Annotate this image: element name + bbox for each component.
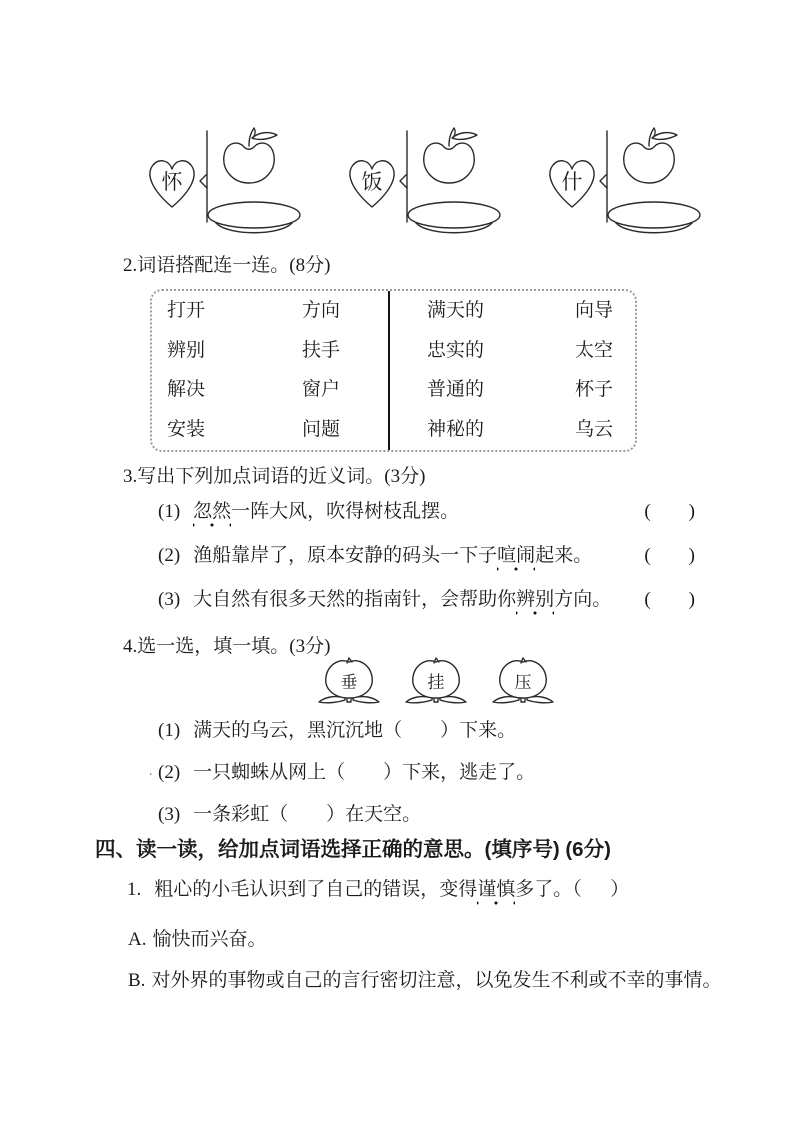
emphasized-word: 谨慎 [477,879,515,906]
synonym-item [158,498,695,526]
answer-blank: ( ) [644,545,695,566]
option-label: B. [128,970,146,991]
match-word: 方向 [302,299,341,321]
question-3-items [158,498,695,630]
sentence-pre: 渔船靠岸了，原本安静的码头一下子 [193,545,498,566]
item-number: (3) [158,589,181,610]
heart-apple-plate-figure [145,126,303,244]
plate-icon [608,202,700,233]
heart-apple-plate-figure [345,126,503,244]
emphasized-word: 喧闹 [497,545,535,572]
sentence-text: 一只蜘蛛从网上（ ）下来，逃走了。 [193,762,536,783]
apple-icon [424,128,477,183]
question-4-heading: 4.选一选，填一填。(3分) [123,636,331,657]
apple-icon [224,128,277,183]
sentence [158,759,535,787]
match-word: 打开 [167,299,206,321]
sentence-post: 多了。 [515,879,573,900]
question-4-items [158,717,718,843]
section-4-heading: 四、读一读，给加点词语选择正确的意思。(填序号) (6分) [95,838,611,861]
option-text: 对外界的事物或自己的言行密切注意，以免发生不利或不幸的事情。 [151,970,722,991]
sentence [158,717,516,745]
synonym-item [158,586,695,614]
plate-icon [208,202,300,233]
apple-icon [624,128,677,183]
stray-mark: . [149,764,153,779]
option-a [128,926,267,954]
plate-icon [408,202,500,233]
sentence [158,801,421,829]
question-2-heading: 2.词语搭配连一连。(8分) [123,255,331,276]
option-label: A. [128,929,147,950]
peach-character: 垂 [340,673,358,692]
match-word: 乌云 [575,419,614,441]
match-word: 辨别 [167,339,206,361]
heart-character: 什 [561,170,583,194]
heart-character: 怀 [161,170,183,194]
sentence-post: 方向。 [554,589,612,610]
item-number: (1) [158,501,181,522]
match-word: 太空 [575,339,614,361]
item-number: (1) [158,720,181,741]
bracket-line [200,131,207,222]
emphasized-word: 忽然 [193,501,231,528]
word-matching-box [150,289,637,452]
sentence [158,542,592,570]
fill-blank-item [158,717,718,745]
peach-figure [492,657,554,709]
sentence [158,498,459,526]
sentence-pre: 大自然有很多天然的指南针，会帮助你 [193,589,517,610]
fill-blank-item [158,801,718,829]
answer-blank: （ ） [572,879,630,900]
word-choice-peaches [318,657,554,709]
item-number: (2) [158,545,181,566]
bracket-line [600,131,607,222]
heart-apple-plate-figure [545,126,703,244]
match-word: 扶手 [302,339,341,361]
match-word: 普通的 [427,379,485,401]
answer-blank: ( ) [644,589,695,610]
character-writing-exercise [145,126,703,244]
peach-figure [318,657,380,709]
peach-figure [405,657,467,709]
match-word: 向导 [575,299,614,321]
match-box-left-half [152,291,388,450]
match-word: 解决 [167,379,206,401]
section-4-question-1 [127,876,629,904]
fill-blank-item [158,759,718,787]
emphasized-word: 辨别 [516,589,554,616]
option-b [128,967,721,995]
peach-character: 压 [514,673,532,692]
synonym-item [158,542,695,570]
sentence-post: 起来。 [535,545,593,566]
match-word: 神秘的 [427,419,485,441]
sentence-post: 一阵大风，吹得树枝乱摆。 [231,501,460,522]
match-word: 窗户 [302,379,341,401]
sentence-pre: 粗心的小毛认识到了自己的错误，变得 [154,879,478,900]
sentence-text: 满天的乌云，黑沉沉地（ ）下来。 [193,720,517,741]
sentence-text: 一条彩虹（ ）在天空。 [193,804,422,825]
match-word: 问题 [302,419,341,441]
peach-character: 挂 [427,673,445,692]
item-number: (3) [158,804,181,825]
item-number: (2) [158,762,181,783]
match-word: 满天的 [427,299,485,321]
match-word: 杯子 [575,379,614,401]
match-box-right-half [390,291,635,450]
bracket-line [400,131,407,222]
option-text: 愉快而兴奋。 [152,929,267,950]
question-3-heading: 3.写出下列加点词语的近义词。(3分) [123,466,426,487]
answer-blank: ( ) [644,501,695,522]
heart-character: 饭 [361,170,383,194]
match-word: 忠实的 [427,339,485,361]
sentence [158,586,611,614]
item-number: 1. [127,879,142,900]
match-word: 安装 [167,419,206,441]
